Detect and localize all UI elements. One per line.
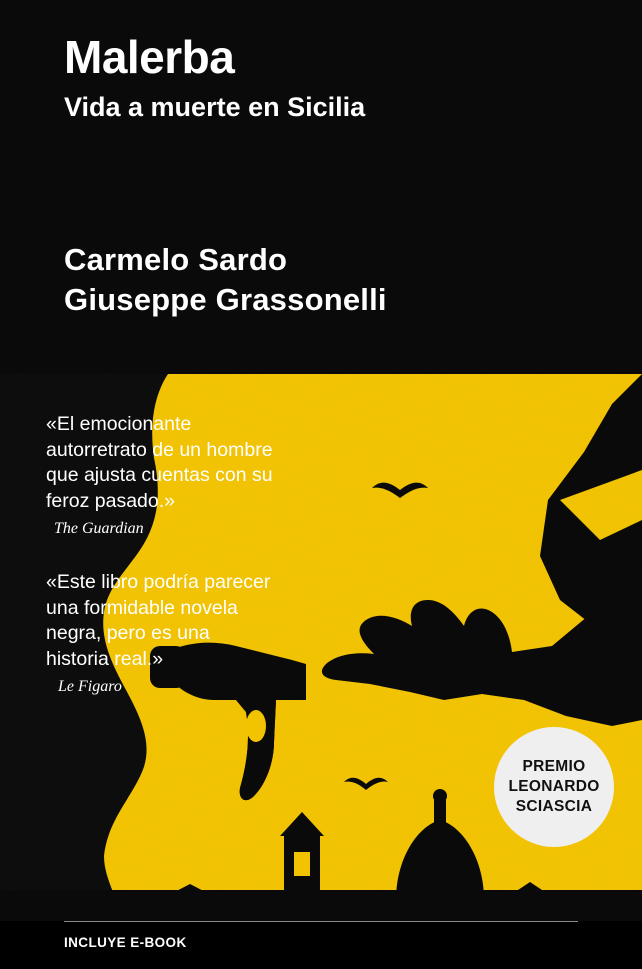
award-badge	[494, 727, 614, 847]
quote-text: «Este libro podría parecer una formidable novela negra, pero es una historia real.»	[46, 570, 271, 671]
title-block	[64, 31, 584, 123]
quote-source: The Guardian	[54, 519, 144, 537]
ebook-label: INCLUYE E-BOOK	[64, 935, 187, 950]
book-subtitle: Vida a muerte en Sicilia	[64, 91, 366, 122]
badge-line-3: SCIASCIA	[515, 797, 593, 815]
quote-source: Le Figaro	[58, 677, 122, 695]
footer-bar	[0, 921, 642, 969]
badge-line-1: PREMIO	[522, 758, 586, 776]
review-quotes	[46, 412, 274, 696]
badge-line-2: LEONARDO	[508, 778, 600, 796]
footer-divider	[64, 921, 578, 922]
authors-block	[64, 240, 387, 319]
quote-item	[46, 412, 274, 538]
book-title: Malerba	[64, 31, 235, 83]
quote-text: «El emocionante autorretrato de un hombre que ajusta cuentas con su feroz pasado.»	[46, 413, 273, 513]
author-name: Carmelo Sardo	[64, 242, 288, 277]
quote-item	[46, 570, 274, 696]
author-name: Giuseppe Grassonelli	[64, 281, 387, 317]
